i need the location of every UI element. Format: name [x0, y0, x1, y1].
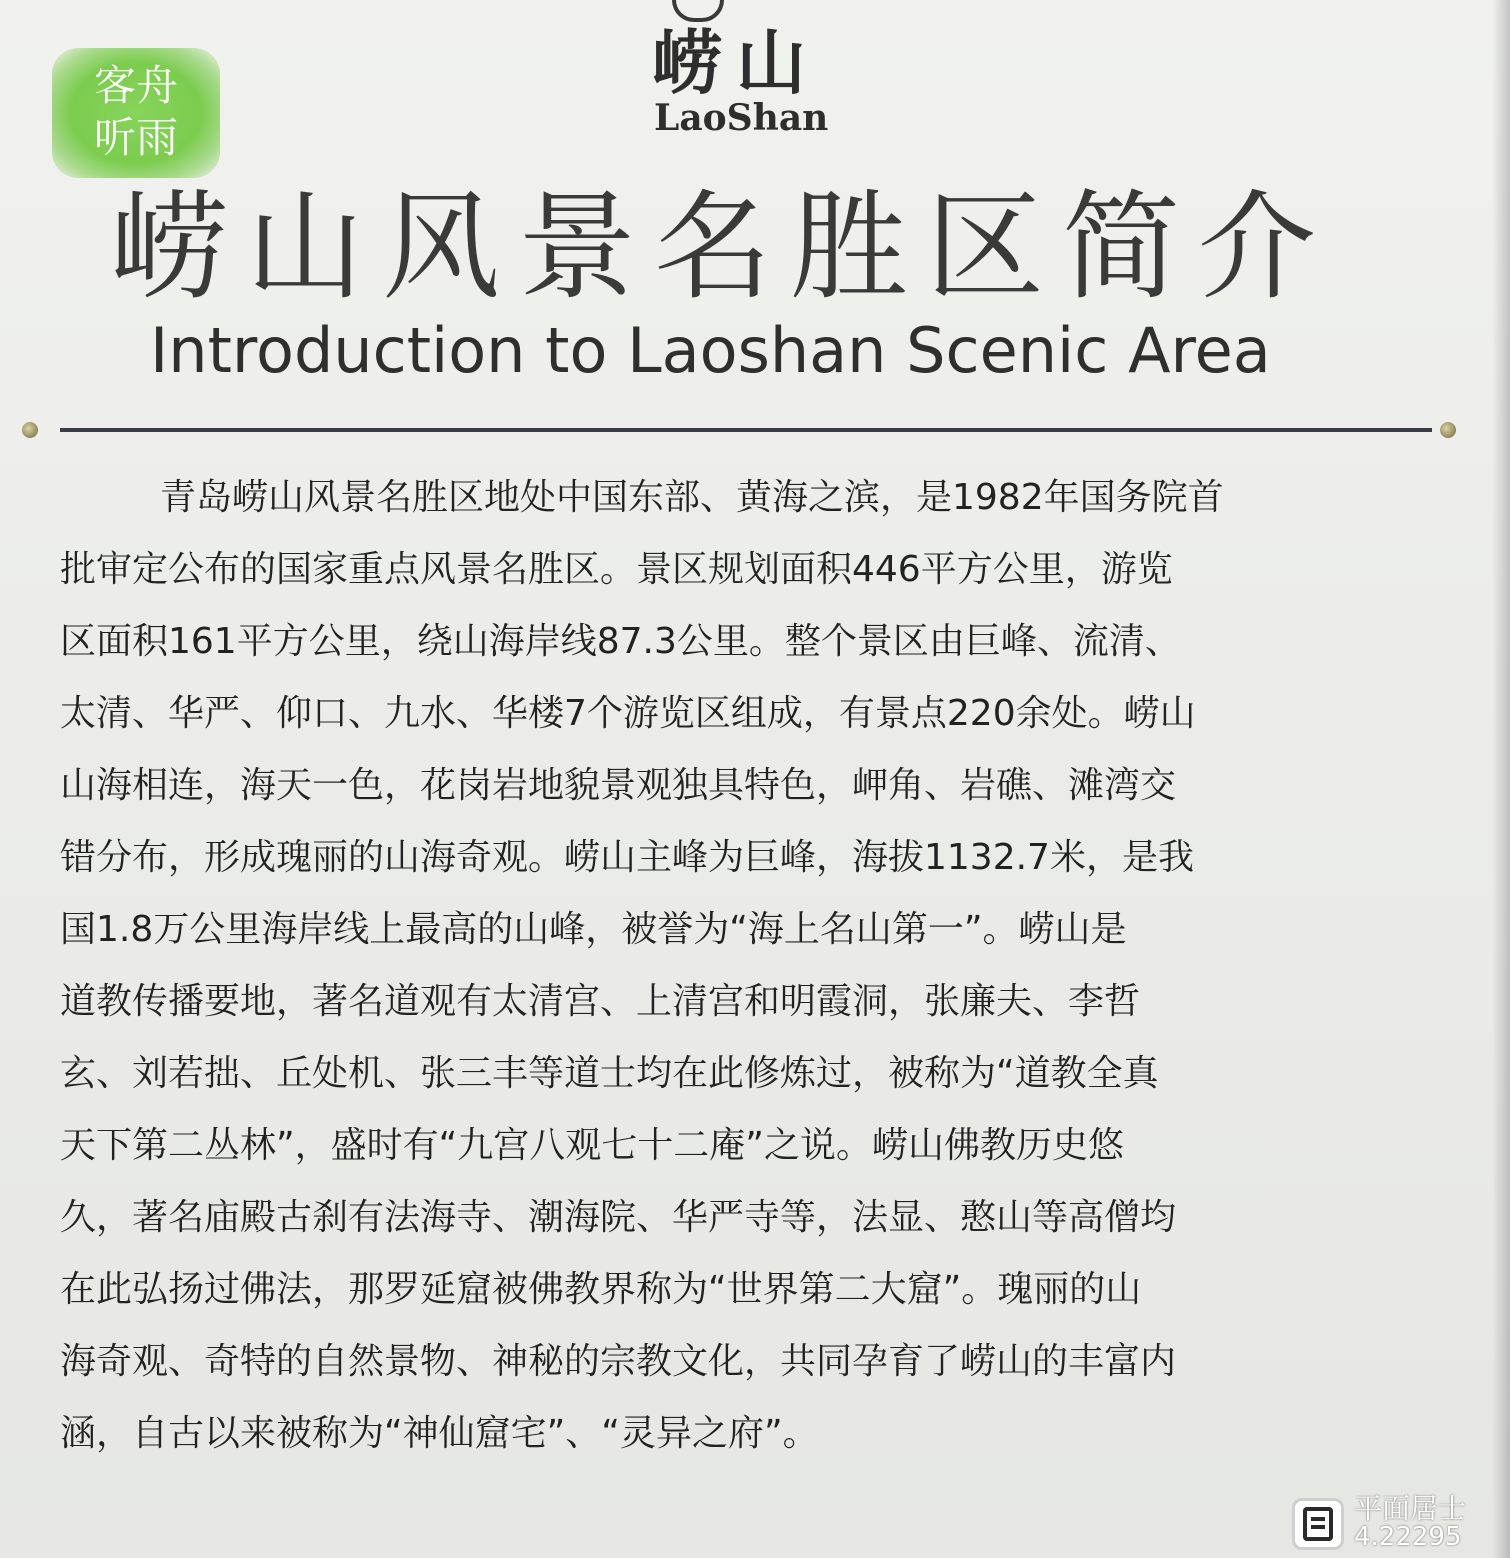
page-title-chinese: 崂山风景名胜区简介	[110, 178, 1335, 316]
text-line: 涵，自古以来被称为“神仙窟宅”、“灵异之府”。	[60, 1413, 819, 1455]
screw-icon	[1440, 422, 1456, 438]
logo-ornament-icon	[672, 0, 724, 22]
text-line: 错分布，形成瑰丽的山海奇观。崂山主峰为巨峰，海拔1132.7米，是我	[60, 837, 1194, 879]
document-icon	[1303, 1507, 1333, 1541]
page-title-english: Introduction to Laoshan Scenic Area	[150, 314, 1271, 387]
text-line: 青岛崂山风景名胜区地处中国东部、黄海之滨，是1982年国务院首	[160, 477, 1224, 519]
divider	[60, 428, 1432, 432]
text-line: 山海相连，海天一色，花岗岩地貌景观独具特色，岬角、岩礁、滩湾交	[60, 765, 1177, 807]
text-line: 玄、刘若拙、丘处机、张三丰等道士均在此修炼过，被称为“道教全真	[60, 1053, 1159, 1095]
intro-paragraph	[60, 462, 1440, 1470]
logo-english: LaoShan	[654, 97, 829, 139]
text-line: 在此弘扬过佛法，那罗延窟被佛教界称为“世界第二大窟”。瑰丽的山	[60, 1269, 1142, 1311]
text-line: 道教传播要地，著名道观有太清宫、上清宫和明霞洞，张廉夫、李哲	[60, 981, 1141, 1023]
text-line: 国1.8万公里海岸线上最高的山峰，被誉为“海上名山第一”。崂山是	[60, 909, 1127, 951]
text-line: 天下第二丛林”，盛时有“九宫八观七十二庵”之说。崂山佛教历史悠	[60, 1125, 1124, 1167]
brand-id: 4.22295	[1354, 1522, 1462, 1552]
watermark-line-2: 听雨	[93, 113, 178, 162]
logo-chinese: 崂山	[652, 21, 820, 104]
brand-logo-icon	[1292, 1498, 1344, 1550]
text-line: 海奇观、奇特的自然景物、神秘的宗教文化，共同孕育了崂山的丰富内	[60, 1341, 1177, 1383]
brand-name: 平面居士	[1354, 1492, 1467, 1525]
screw-icon	[22, 422, 38, 438]
text-line: 太清、华严、仰口、九水、华楼7个游览区组成，有景点220余处。崂山	[60, 693, 1196, 735]
text-line: 久，著名庙殿古刹有法海寺、潮海院、华严寺等，法显、憨山等高僧均	[60, 1197, 1177, 1239]
text-line: 区面积161平方公里，绕山海岸线87.3公里。整个景区由巨峰、流清、	[60, 621, 1181, 663]
text-line: 批审定公布的国家重点风景名胜区。景区规划面积446平方公里，游览	[60, 549, 1173, 591]
watermark-badge	[52, 48, 220, 178]
watermark-line-1: 客舟	[93, 61, 178, 110]
